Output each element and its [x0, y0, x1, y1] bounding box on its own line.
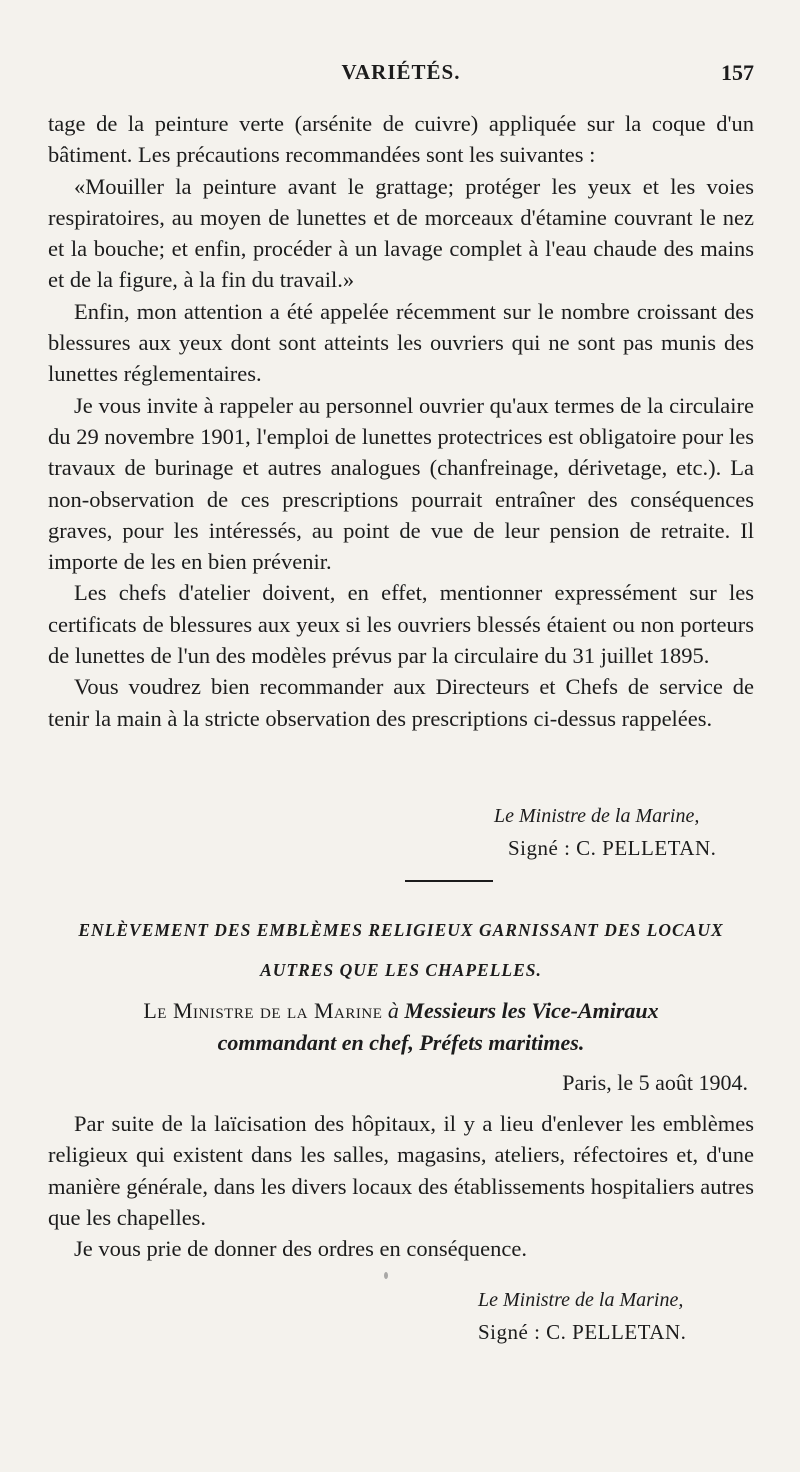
signature-name: Signé : C. PELLETAN. [508, 836, 717, 860]
body-text-1 [48, 108, 754, 734]
section-title [48, 910, 754, 990]
running-head-title: VARIÉTÉS. [341, 60, 461, 84]
date-line: Paris, le 5 août 1904. [562, 1070, 748, 1095]
paragraph-quotation: «Mouiller la peinture avant le grattage; protéger les yeux et les voies respiratoires, au moyen de lunettes et de morceaux d'étamine couvrant le nez et la bouche; et enfin, procéder à un lavage complet à l'eau chaude des mains et de la figure, à la fin du travail.» [48, 173, 754, 293]
ink-speck [384, 1272, 388, 1279]
body-text-2 [48, 1108, 754, 1264]
paragraph: Par suite de la laïcisation des hôpitaux, il y a lieu d'enlever les emblèmes religieux qui existent dans les salles, magasins, ateliers, réfectoires et, d'une manière générale, dans les divers locaux des établissements hospitaliers autres que les chapelles. [48, 1111, 754, 1230]
paragraph: Je vous invite à rappeler au personnel ouvrier qu'aux termes de la circulaire du 29 novembre 1901, l'emploi de lunettes protectrices est obligatoire pour les travaux de burinage et autres analogues (chanfreinage, dérivetage, etc.). La non-observation de ces prescriptions pourrait entraîner des conséquences graves, pour les intéressés, au point de vue de leur pension de retraite. Il importe de les en bien prévenir. [48, 392, 754, 575]
paragraph: Vous voudrez bien recommander aux Directeurs et Chefs de service de tenir la main à la stricte observation des prescriptions ci-dessus rappelées. [48, 674, 754, 731]
signature-block-2 [478, 1284, 686, 1348]
signature-role: Le Ministre de la Marine, [494, 805, 700, 827]
paragraph: tage de la peinture verte (arsénite de cuivre) appliquée sur la coque d'un bâtiment. Les précautions recommandées sont les suivantes : [48, 111, 754, 168]
page-number: 157 [721, 60, 754, 85]
signature-block-1 [494, 800, 716, 864]
paragraph: Enfin, mon attention a été appelée récemment sur le nombre croissant des blessures aux yeux dont sont atteints les ouvriers qui ne sont pas munis des lunettes réglementaires. [48, 298, 754, 387]
addressee-preposition: à [387, 998, 399, 1023]
addressee-to: Messieurs les Vice-Amiraux [404, 998, 659, 1023]
addressee-line-2: commandant en chef, Préfets maritimes. [217, 1030, 585, 1055]
section-title-line-2: AUTRES QUE LES CHAPELLES. [260, 960, 542, 980]
addressee [48, 995, 754, 1059]
signature-name: Signé : C. PELLETAN. [478, 1320, 687, 1344]
paragraph: Je vous prie de donner des ordres en conséquence. [74, 1236, 527, 1262]
addressee-from: Le Ministre de la Marine [143, 998, 383, 1023]
signature-role: Le Ministre de la Marine, [478, 1289, 684, 1311]
paragraph: Les chefs d'atelier doivent, en effet, mentionner expressément sur les certificats de blessures aux yeux si les ouvriers blessés étaient ou non porteurs de lunettes de l'un des modèles prévus par la circulaire du 31 juillet 1895. [48, 580, 754, 669]
running-head [48, 60, 754, 90]
section-title-line-1: ENLÈVEMENT DES EMBLÈMES RELIGIEUX GARNISSANT DES LOCAUX [78, 920, 724, 940]
section-divider [405, 880, 493, 882]
